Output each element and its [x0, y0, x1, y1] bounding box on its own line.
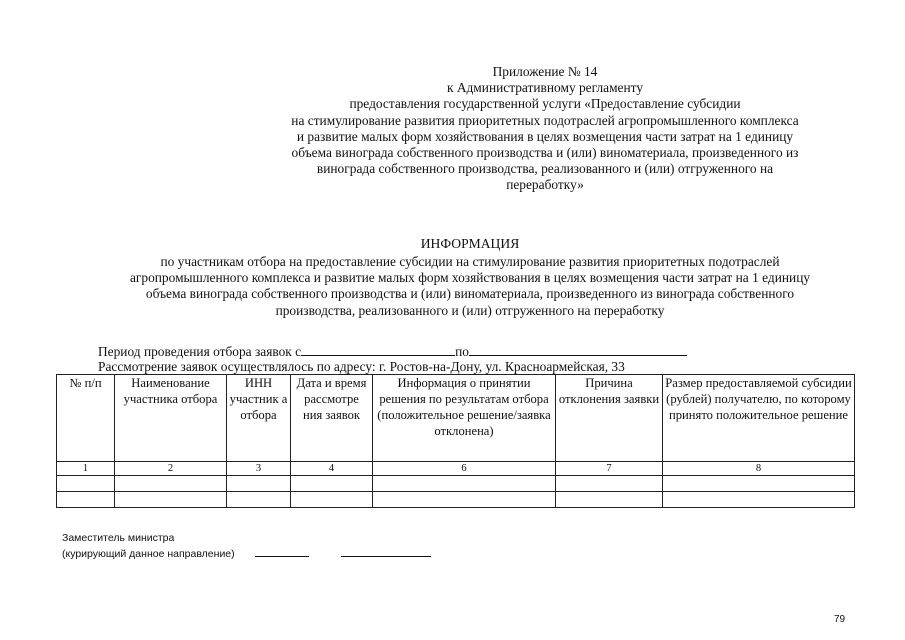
selection-period	[98, 343, 687, 360]
signature-line	[62, 546, 431, 562]
column-number-cell: 6	[373, 462, 556, 476]
appendix-line: к Административному регламенту	[446, 80, 644, 96]
header-cell-inn: ИНН участник а отбора	[227, 375, 291, 462]
header-cell-participant: Наименование участника отбора	[115, 375, 227, 462]
review-address: Рассмотрение заявок осуществлялось по адресу: г. Ростов-на-Дону, ул. Красноармейская, 33	[98, 359, 625, 374]
table-cell	[373, 492, 556, 508]
table-cell	[57, 476, 115, 492]
signature-title: Заместитель министра	[62, 532, 175, 544]
column-number-cell: 4	[291, 462, 373, 476]
document-title: ИНФОРМАЦИЯ	[420, 236, 520, 251]
period-start-blank	[301, 343, 455, 356]
table-cell	[663, 476, 855, 492]
table-cell	[227, 492, 291, 508]
table-cell	[556, 476, 663, 492]
page-number: 79	[834, 614, 846, 625]
column-number-cell: 8	[663, 462, 855, 476]
table-header-row	[57, 375, 855, 462]
subtitle-line: объема винограда собственного производства и (или) виноматериала, произведенного из винограда собственного	[145, 286, 795, 302]
table-row	[57, 492, 855, 508]
appendix-header	[240, 64, 850, 194]
subtitle-line: производства, реализованного и (или) отгруженного на переработку	[275, 302, 665, 318]
appendix-line: Приложение № 14	[492, 64, 598, 79]
column-number-cell: 1	[57, 462, 115, 476]
name-blank	[341, 546, 431, 557]
table-cell	[291, 492, 373, 508]
table-cell	[115, 476, 227, 492]
header-cell-number: № п/п	[57, 375, 115, 462]
table-cell	[227, 476, 291, 492]
table-cell	[115, 492, 227, 508]
appendix-line: на стимулирование развития приоритетных подотраслей агропромышленного комплекса	[291, 112, 799, 128]
column-number-cell: 3	[227, 462, 291, 476]
period-to-label: по	[455, 344, 469, 359]
appendix-line: винограда собственного производства, реализованного и (или) отгруженного на	[316, 161, 774, 177]
participants-table	[56, 374, 855, 508]
header-cell-review-date: Дата и время рассмотре ния заявок	[291, 375, 373, 462]
column-number-cell: 7	[556, 462, 663, 476]
header-cell-rejection-reason: Причина отклонения заявки	[556, 375, 663, 462]
table-column-numbers-row	[57, 462, 855, 476]
table-cell	[57, 492, 115, 508]
signature-blank	[255, 546, 309, 557]
header-cell-subsidy-amount: Размер предоставляемой субсидии (рублей) получателю, по которому принято положительное решение	[663, 375, 855, 462]
table-cell	[556, 492, 663, 508]
signature-block	[62, 531, 431, 562]
appendix-line: предоставления государственной услуги «Предоставление субсидии	[349, 96, 741, 112]
period-label: Период проведения отбора заявок с	[98, 344, 302, 359]
table-row	[57, 476, 855, 492]
table-cell	[291, 476, 373, 492]
subtitle-line: по участникам отбора на предоставление субсидии на стимулирование развития приоритетных подотраслей	[160, 254, 780, 269]
signature-subtitle: (курирующий данное направление)	[62, 548, 235, 560]
period-end-blank	[469, 343, 687, 356]
appendix-line: переработку»	[506, 177, 584, 193]
header-cell-decision: Информация о принятии решения по результатам отбора (положительное решение/заявка отклонена)	[373, 375, 556, 462]
table-cell	[663, 492, 855, 508]
appendix-line: и развитие малых форм хозяйствования в целях возмещения части затрат на 1 единицу	[296, 128, 794, 144]
document-subtitle	[40, 254, 900, 319]
subtitle-line: агропромышленного комплекса и развитие малых форм хозяйствования в целях возмещения части затрат на 1 единицу	[129, 270, 811, 286]
column-number-cell: 2	[115, 462, 227, 476]
appendix-line: объема винограда собственного производства и (или) виноматериала, произведенного из	[291, 145, 799, 161]
table-cell	[373, 476, 556, 492]
